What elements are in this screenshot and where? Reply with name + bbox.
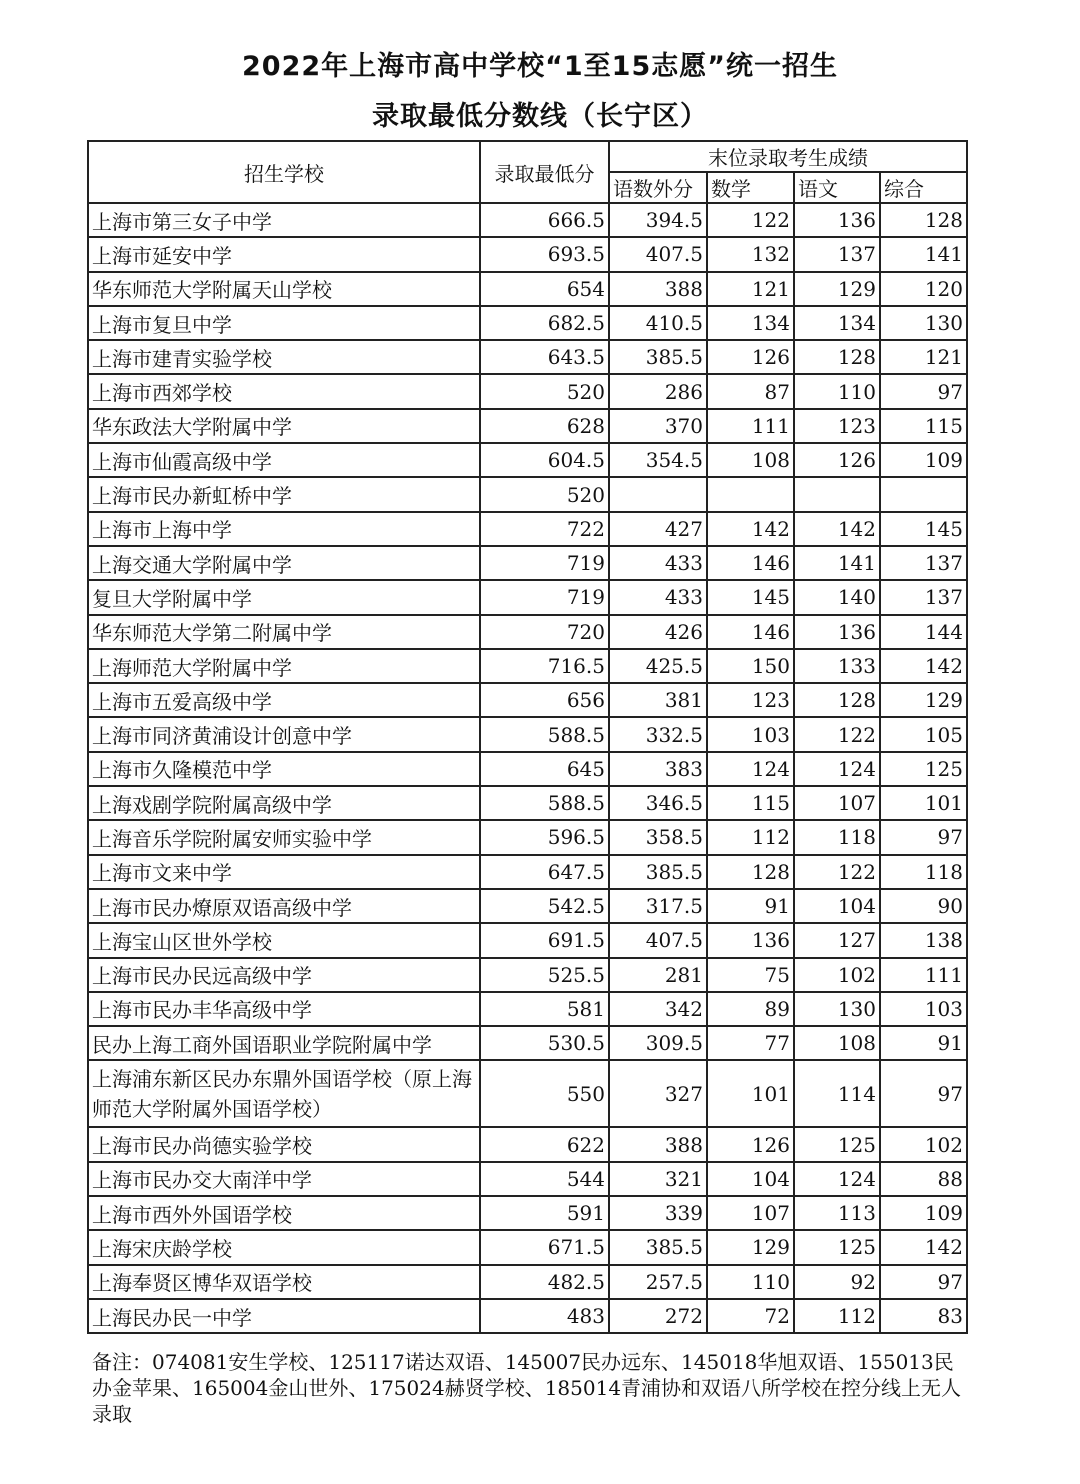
comprehensive-cell: 118 — [880, 855, 967, 889]
math-cell: 134 — [707, 306, 794, 340]
min-score-cell: 604.5 — [480, 443, 609, 477]
table-row — [88, 443, 967, 477]
chinese-cell: 133 — [794, 649, 880, 683]
table-row — [88, 1299, 967, 1333]
chinese-cell: 141 — [794, 546, 880, 580]
min-score-cell: 525.5 — [480, 958, 609, 992]
math-cell: 142 — [707, 512, 794, 546]
math-cell: 112 — [707, 820, 794, 854]
min-score-cell: 520 — [480, 477, 609, 511]
comprehensive-cell: 97 — [880, 1060, 967, 1127]
table-row — [88, 237, 967, 271]
yushuwai-cell: 425.5 — [609, 649, 707, 683]
min-score-cell: 588.5 — [480, 717, 609, 751]
min-score-cell: 483 — [480, 1299, 609, 1333]
yushuwai-cell: 354.5 — [609, 443, 707, 477]
chinese-cell: 129 — [794, 272, 880, 306]
chinese-cell: 122 — [794, 855, 880, 889]
table-row — [88, 1162, 967, 1196]
min-score-cell: 693.5 — [480, 237, 609, 271]
chinese-cell: 104 — [794, 889, 880, 923]
comprehensive-cell: 142 — [880, 649, 967, 683]
yushuwai-cell: 339 — [609, 1196, 707, 1230]
math-cell: 101 — [707, 1060, 794, 1127]
table-row — [88, 1060, 967, 1127]
table-row — [88, 752, 967, 786]
yushuwai-cell: 281 — [609, 958, 707, 992]
table-row — [88, 649, 967, 683]
yushuwai-cell: 272 — [609, 1299, 707, 1333]
school-cell: 上海市西外外国语学校 — [88, 1196, 480, 1230]
min-score-cell: 643.5 — [480, 340, 609, 374]
chinese-cell: 137 — [794, 237, 880, 271]
math-cell: 77 — [707, 1026, 794, 1060]
chinese-cell: 113 — [794, 1196, 880, 1230]
yushuwai-cell: 407.5 — [609, 237, 707, 271]
yushuwai-cell — [609, 477, 707, 511]
school-cell: 华东师范大学附属天山学校 — [88, 272, 480, 306]
comprehensive-cell: 109 — [880, 1196, 967, 1230]
school-cell: 上海市上海中学 — [88, 512, 480, 546]
chinese-cell: 92 — [794, 1265, 880, 1299]
school-cell: 上海市延安中学 — [88, 237, 480, 271]
min-score-cell: 719 — [480, 580, 609, 614]
school-cell: 上海市仙霞高级中学 — [88, 443, 480, 477]
comprehensive-cell: 97 — [880, 374, 967, 408]
min-score-cell: 520 — [480, 374, 609, 408]
page-subtitle: 录取最低分数线（长宁区） — [372, 101, 708, 132]
school-cell: 上海市第三女子中学 — [88, 203, 480, 237]
min-score-cell: 691.5 — [480, 923, 609, 957]
table-row — [88, 1127, 967, 1161]
min-score-cell: 671.5 — [480, 1230, 609, 1264]
math-cell: 89 — [707, 992, 794, 1026]
header-comprehensive: 综合 — [880, 172, 967, 203]
math-cell: 115 — [707, 786, 794, 820]
chinese-cell: 127 — [794, 923, 880, 957]
math-cell — [707, 477, 794, 511]
math-cell: 107 — [707, 1196, 794, 1230]
yushuwai-cell: 433 — [609, 546, 707, 580]
yushuwai-cell: 381 — [609, 683, 707, 717]
yushuwai-cell: 385.5 — [609, 1230, 707, 1264]
yushuwai-cell: 257.5 — [609, 1265, 707, 1299]
chinese-cell: 122 — [794, 717, 880, 751]
yushuwai-cell: 383 — [609, 752, 707, 786]
chinese-cell: 108 — [794, 1026, 880, 1060]
min-score-cell: 628 — [480, 409, 609, 443]
math-cell: 146 — [707, 546, 794, 580]
math-cell: 72 — [707, 1299, 794, 1333]
table-row — [88, 855, 967, 889]
math-cell: 136 — [707, 923, 794, 957]
yushuwai-cell: 346.5 — [609, 786, 707, 820]
table-body — [88, 203, 967, 1333]
yushuwai-cell: 407.5 — [609, 923, 707, 957]
comprehensive-cell: 137 — [880, 546, 967, 580]
table-row — [88, 717, 967, 751]
min-score-cell: 542.5 — [480, 889, 609, 923]
comprehensive-cell: 111 — [880, 958, 967, 992]
school-cell: 华东政法大学附属中学 — [88, 409, 480, 443]
yushuwai-cell: 327 — [609, 1060, 707, 1127]
comprehensive-cell: 138 — [880, 923, 967, 957]
chinese-cell: 114 — [794, 1060, 880, 1127]
header-chinese: 语文 — [794, 172, 880, 203]
min-score-cell: 656 — [480, 683, 609, 717]
comprehensive-cell: 91 — [880, 1026, 967, 1060]
table-row — [88, 889, 967, 923]
school-cell: 上海宋庆龄学校 — [88, 1230, 480, 1264]
comprehensive-cell: 90 — [880, 889, 967, 923]
comprehensive-cell: 105 — [880, 717, 967, 751]
comprehensive-cell: 142 — [880, 1230, 967, 1264]
min-score-cell: 581 — [480, 992, 609, 1026]
math-cell: 110 — [707, 1265, 794, 1299]
comprehensive-cell: 88 — [880, 1162, 967, 1196]
table-row — [88, 820, 967, 854]
yushuwai-cell: 427 — [609, 512, 707, 546]
yushuwai-cell: 370 — [609, 409, 707, 443]
math-cell: 111 — [707, 409, 794, 443]
comprehensive-cell: 120 — [880, 272, 967, 306]
min-score-cell: 666.5 — [480, 203, 609, 237]
chinese-cell: 140 — [794, 580, 880, 614]
table-row — [88, 409, 967, 443]
min-score-cell: 682.5 — [480, 306, 609, 340]
chinese-cell: 124 — [794, 1162, 880, 1196]
yushuwai-cell: 317.5 — [609, 889, 707, 923]
chinese-cell: 142 — [794, 512, 880, 546]
min-score-cell: 482.5 — [480, 1265, 609, 1299]
min-score-cell: 654 — [480, 272, 609, 306]
min-score-cell: 591 — [480, 1196, 609, 1230]
table-row — [88, 992, 967, 1026]
min-score-cell: 719 — [480, 546, 609, 580]
table-row — [88, 512, 967, 546]
page-title: 2022年上海市高中学校“1至15志愿”统一招生 — [242, 51, 838, 82]
min-score-cell: 550 — [480, 1060, 609, 1127]
math-cell: 103 — [707, 717, 794, 751]
yushuwai-cell: 321 — [609, 1162, 707, 1196]
table-row — [88, 1230, 967, 1264]
table-row — [88, 580, 967, 614]
table-row — [88, 958, 967, 992]
yushuwai-cell: 342 — [609, 992, 707, 1026]
comprehensive-cell: 130 — [880, 306, 967, 340]
school-cell: 上海交通大学附属中学 — [88, 546, 480, 580]
min-score-cell: 530.5 — [480, 1026, 609, 1060]
yushuwai-cell: 286 — [609, 374, 707, 408]
table-row — [88, 1026, 967, 1060]
yushuwai-cell: 309.5 — [609, 1026, 707, 1060]
comprehensive-cell: 121 — [880, 340, 967, 374]
school-cell: 上海市民办民远高级中学 — [88, 958, 480, 992]
chinese-cell: 112 — [794, 1299, 880, 1333]
chinese-cell: 128 — [794, 683, 880, 717]
chinese-cell: 110 — [794, 374, 880, 408]
math-cell: 121 — [707, 272, 794, 306]
chinese-cell: 125 — [794, 1230, 880, 1264]
chinese-cell: 128 — [794, 340, 880, 374]
school-cell: 上海市民办燎原双语高级中学 — [88, 889, 480, 923]
school-cell: 上海市民办新虹桥中学 — [88, 477, 480, 511]
footnote: 备注：074081安生学校、125117诺达双语、145007民办远东、145018华旭双语、155013民办金苹果、165004金山世外、175024赫贤学校、185014青浦协和双语八所学校在控分线上无人录取 — [92, 1350, 962, 1426]
chinese-cell: 126 — [794, 443, 880, 477]
table-row — [88, 340, 967, 374]
min-score-cell: 720 — [480, 615, 609, 649]
yushuwai-cell: 394.5 — [609, 203, 707, 237]
min-score-cell: 645 — [480, 752, 609, 786]
table-row — [88, 1265, 967, 1299]
math-cell: 145 — [707, 580, 794, 614]
math-cell: 150 — [707, 649, 794, 683]
yushuwai-cell: 410.5 — [609, 306, 707, 340]
math-cell: 126 — [707, 340, 794, 374]
comprehensive-cell: 137 — [880, 580, 967, 614]
school-cell: 上海市民办尚德实验学校 — [88, 1127, 480, 1161]
table-row — [88, 374, 967, 408]
table-row — [88, 923, 967, 957]
math-cell: 108 — [707, 443, 794, 477]
chinese-cell: 107 — [794, 786, 880, 820]
school-cell: 上海市民办交大南洋中学 — [88, 1162, 480, 1196]
school-cell: 上海奉贤区博华双语学校 — [88, 1265, 480, 1299]
yushuwai-cell: 388 — [609, 272, 707, 306]
chinese-cell: 124 — [794, 752, 880, 786]
math-cell: 104 — [707, 1162, 794, 1196]
comprehensive-cell: 109 — [880, 443, 967, 477]
chinese-cell: 134 — [794, 306, 880, 340]
score-table — [87, 140, 968, 1334]
yushuwai-cell: 385.5 — [609, 340, 707, 374]
comprehensive-cell: 129 — [880, 683, 967, 717]
comprehensive-cell — [880, 477, 967, 511]
table-row — [88, 1196, 967, 1230]
school-cell: 上海师范大学附属中学 — [88, 649, 480, 683]
chinese-cell: 125 — [794, 1127, 880, 1161]
school-cell: 上海浦东新区民办东鼎外国语学校（原上海师范大学附属外国语学校） — [88, 1060, 480, 1127]
yushuwai-cell: 388 — [609, 1127, 707, 1161]
school-cell: 民办上海工商外国语职业学院附属中学 — [88, 1026, 480, 1060]
math-cell: 75 — [707, 958, 794, 992]
comprehensive-cell: 125 — [880, 752, 967, 786]
school-cell: 上海市文来中学 — [88, 855, 480, 889]
yushuwai-cell: 385.5 — [609, 855, 707, 889]
math-cell: 132 — [707, 237, 794, 271]
chinese-cell: 123 — [794, 409, 880, 443]
comprehensive-cell: 141 — [880, 237, 967, 271]
min-score-cell: 544 — [480, 1162, 609, 1196]
school-cell: 上海市民办丰华高级中学 — [88, 992, 480, 1026]
math-cell: 146 — [707, 615, 794, 649]
chinese-cell: 130 — [794, 992, 880, 1026]
yushuwai-cell: 332.5 — [609, 717, 707, 751]
school-cell: 上海市同济黄浦设计创意中学 — [88, 717, 480, 751]
table-row — [88, 306, 967, 340]
comprehensive-cell: 103 — [880, 992, 967, 1026]
school-cell: 上海市五爱高级中学 — [88, 683, 480, 717]
table-row — [88, 546, 967, 580]
comprehensive-cell: 144 — [880, 615, 967, 649]
chinese-cell: 102 — [794, 958, 880, 992]
header-last-admitted: 末位录取考生成绩 — [609, 141, 967, 172]
math-cell: 129 — [707, 1230, 794, 1264]
comprehensive-cell: 115 — [880, 409, 967, 443]
chinese-cell: 136 — [794, 203, 880, 237]
min-score-cell: 596.5 — [480, 820, 609, 854]
school-cell: 华东师范大学第二附属中学 — [88, 615, 480, 649]
header-school: 招生学校 — [88, 141, 480, 203]
school-cell: 上海市建青实验学校 — [88, 340, 480, 374]
comprehensive-cell: 102 — [880, 1127, 967, 1161]
school-cell: 复旦大学附属中学 — [88, 580, 480, 614]
min-score-cell: 722 — [480, 512, 609, 546]
school-cell: 上海戏剧学院附属高级中学 — [88, 786, 480, 820]
chinese-cell — [794, 477, 880, 511]
yushuwai-cell: 433 — [609, 580, 707, 614]
math-cell: 91 — [707, 889, 794, 923]
header-math: 数学 — [707, 172, 794, 203]
math-cell: 126 — [707, 1127, 794, 1161]
math-cell: 122 — [707, 203, 794, 237]
school-cell: 上海市西郊学校 — [88, 374, 480, 408]
comprehensive-cell: 83 — [880, 1299, 967, 1333]
min-score-cell: 716.5 — [480, 649, 609, 683]
school-cell: 上海民办民一中学 — [88, 1299, 480, 1333]
table-row — [88, 683, 967, 717]
table-row — [88, 203, 967, 237]
yushuwai-cell: 358.5 — [609, 820, 707, 854]
math-cell: 128 — [707, 855, 794, 889]
math-cell: 87 — [707, 374, 794, 408]
table-row — [88, 272, 967, 306]
comprehensive-cell: 97 — [880, 820, 967, 854]
comprehensive-cell: 101 — [880, 786, 967, 820]
comprehensive-cell: 97 — [880, 1265, 967, 1299]
chinese-cell: 136 — [794, 615, 880, 649]
table-row — [88, 786, 967, 820]
min-score-cell: 588.5 — [480, 786, 609, 820]
school-cell: 上海市复旦中学 — [88, 306, 480, 340]
yushuwai-cell: 426 — [609, 615, 707, 649]
header-min-score: 录取最低分 — [480, 141, 609, 203]
chinese-cell: 118 — [794, 820, 880, 854]
header-yushuwai: 语数外分 — [609, 172, 707, 203]
school-cell: 上海音乐学院附属安师实验中学 — [88, 820, 480, 854]
min-score-cell: 647.5 — [480, 855, 609, 889]
comprehensive-cell: 145 — [880, 512, 967, 546]
math-cell: 124 — [707, 752, 794, 786]
table-row — [88, 477, 967, 511]
comprehensive-cell: 128 — [880, 203, 967, 237]
math-cell: 123 — [707, 683, 794, 717]
min-score-cell: 622 — [480, 1127, 609, 1161]
school-cell: 上海宝山区世外学校 — [88, 923, 480, 957]
school-cell: 上海市久隆模范中学 — [88, 752, 480, 786]
table-row — [88, 615, 967, 649]
